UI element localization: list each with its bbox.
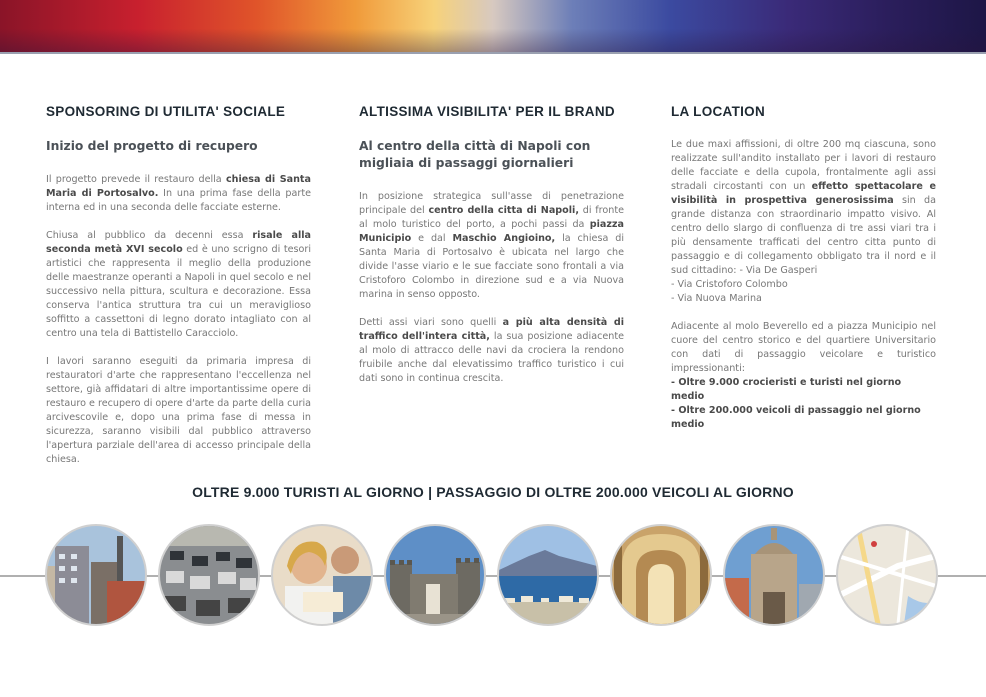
bold-text: - Oltre 200.000 veicoli di passaggio nel giorno medio	[671, 405, 921, 430]
photo-church-facade	[723, 524, 825, 626]
body-paragraph	[46, 229, 311, 341]
bold-text: piazza Municipio	[359, 219, 624, 244]
photo-castle	[384, 524, 486, 626]
text-run: di fronte al molo turistico del porto, a pochi passi da	[359, 205, 624, 230]
text-run: e dal	[411, 233, 453, 244]
text-run: In una prima fase della parte interna ed in una seconda delle facciate esterne.	[46, 188, 312, 213]
column-body	[359, 190, 624, 386]
column-location	[671, 103, 936, 446]
column-heading: ALTISSIMA VISIBILITA' PER IL BRAND	[359, 104, 615, 119]
text-run: la sua posizione adiacente al molo di attracco delle navi da crociera la rendono fruibile anche dal elevatissimo traffico turistico i cui dati sono in continua crescita.	[359, 331, 624, 384]
text-run: - Via Nuova Marina	[671, 293, 762, 304]
bold-text: a più alta densità di traffico dell'intera città,	[359, 317, 624, 342]
bold-text: risale alla seconda metà XVI secolo	[46, 230, 311, 255]
bold-text: - Oltre 9.000 crocieristi e turisti nel giorno medio	[671, 377, 902, 402]
bold-text: effetto spettacolare e visibilità in prospettiva generosissima	[671, 181, 936, 206]
text-run: ed è uno scrigno di tesori artistici che rappresenta il meglio della produzione delle maestranze operanti a Napoli in quel secolo e nel successivo nella pittura, scultura e decorazione. Essa conserva l'antica struttura tra cui un meraviglioso soffitto a cassettoni di legno dorato intagliato con al centro una tela di Battistello Caracciolo.	[46, 244, 312, 339]
text-run: Le due maxi affissioni, di oltre 200 mq ciascuna, sono realizzate sull'andito installato per i lavori di restauro delle facciate e della cupola, frontalmente agli assi stradali circostanti con un	[671, 139, 936, 192]
column-heading: SPONSORING DI UTILITA' SOCIALE	[46, 104, 286, 119]
photo-traffic	[158, 524, 260, 626]
column-body	[46, 173, 311, 467]
bold-text: Maschio Angioino,	[452, 233, 556, 244]
column-subheading: Al centro della città di Napoli con migliaia di passaggi giornalieri	[359, 139, 591, 170]
body-paragraph	[359, 316, 624, 386]
text-run: Detti assi viari sono quelli	[359, 317, 503, 328]
photo-bay-vesuvius	[497, 524, 599, 626]
photo-church-interior	[610, 524, 712, 626]
column-subheading: Inizio del progetto di recupero	[46, 139, 258, 153]
column-body	[671, 138, 936, 432]
photo-strip	[0, 524, 986, 630]
photo-city-building	[45, 524, 147, 626]
header-divider	[0, 52, 986, 54]
column-visibility	[359, 103, 624, 400]
text-run: Chiusa al pubblico da decenni essa	[46, 230, 253, 241]
text-run: In posizione strategica sull'asse di penetrazione principale del	[359, 191, 624, 216]
bold-text: centro della citta di Napoli,	[428, 205, 579, 216]
header-gradient-banner	[0, 0, 986, 52]
text-run: Il progetto prevede il restauro della	[46, 174, 226, 185]
body-paragraph	[671, 138, 936, 306]
text-run: sin da grande distanza con straordinario impatto visivo. Al centro dello slargo di confluenza di tre assi viari tra i più densamente trafficati del centro citta punto di passaggio e di collegamento obbligato tra il nord e il sud cittadino: - Via De Gasperi	[671, 195, 936, 276]
text-run: Adiacente al molo Beverello ed a piazza Municipio nel cuore del centro storico e del quartiere Universitario con dati di passaggio veicolare e turistico impressionanti:	[671, 321, 936, 374]
body-paragraph	[359, 190, 624, 302]
column-heading: LA LOCATION	[671, 104, 766, 119]
text-run: I lavori saranno eseguiti da primaria impresa di restauratori d'arte che rappresentano l'eccellenza nel settore, già affidatari di altre importantissime opere di restauro e recupero di opere d'arte da parte della curia arcivescovile e, dopo una prima fase di messa in sicurezza, saranno visibili dal pubblico attraverso l'apertura parziale dell'area di accesso principale della chiesa.	[46, 356, 311, 465]
text-run: la chiesa di Santa Maria di Portosalvo è ubicata nel largo che divide l'asse viario e le sue facciate sono frontali a via Cristoforo Colombo in direzione sud e a via Nuova marina in senso opposto.	[359, 233, 624, 300]
column-sponsoring	[46, 103, 311, 481]
stats-banner-title: OLTRE 9.000 TURISTI AL GIORNO | PASSAGGIO DI OLTRE 200.000 VEICOLI AL GIORNO	[192, 484, 794, 500]
body-paragraph	[671, 320, 936, 432]
bold-text: chiesa di Santa Maria di Portosalvo.	[46, 174, 311, 199]
body-paragraph	[46, 173, 311, 215]
photo-street-map	[836, 524, 938, 626]
text-run: - Via Cristoforo Colombo	[671, 279, 788, 290]
body-paragraph	[46, 355, 311, 467]
photo-tourists	[271, 524, 373, 626]
